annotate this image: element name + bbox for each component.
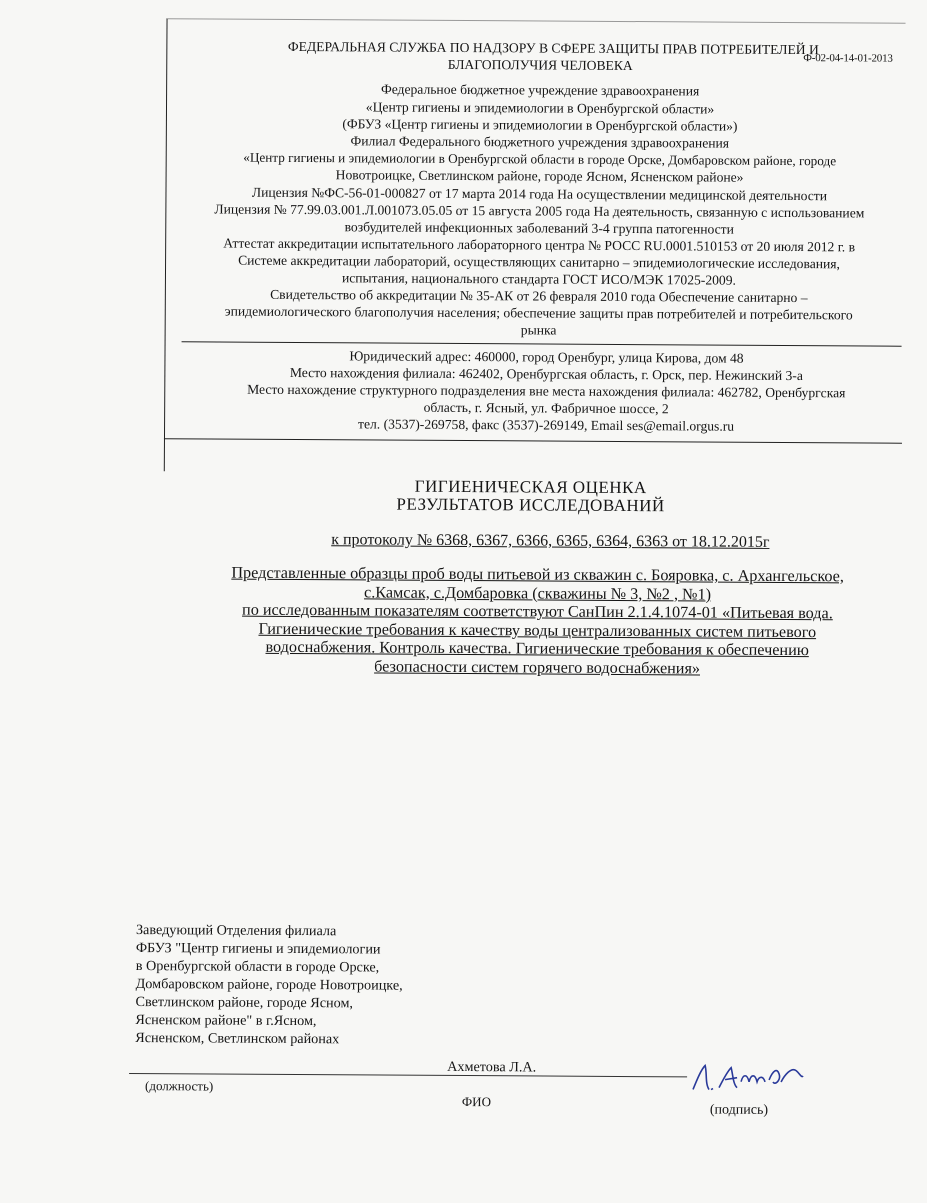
accreditation-line: Системе аккредитации лабораторий, осуществляющих санитарно – эпидемиологические исследования, [238,252,841,272]
fio-label: ФИО [461,1094,492,1110]
conclusion-line: Представленные образцы проб воды питьевой из скважин с. Бояровка, с. Архангельское, [231,563,844,586]
accreditation-line: испытания, национального стандарта ГОСТ ИСО/МЭК 17025-2009. [341,270,736,288]
accreditation-line: Аттестат аккредитации испытательного лабораторного центра № РОСС RU.0001.510153 от 20 июля 2012 г. в [223,235,856,255]
position-label: (должность) [144,1078,214,1094]
signer-line: Домбаровском районе, городе Новотроицке, [135,976,403,994]
license-line: возбудителей инфекционных заболеваний 3-4 группа патогенности [344,219,734,237]
certificate-line: Свидетельство об аккредитации № 35-АК от 26 февраля 2010 года Обеспечение санитарно – [270,286,808,306]
signer-line: Ясненском районе" в г.Ясном, [135,1012,317,1030]
conclusion-line: водоснабжения. Контроль качества. Гигиенические требования к обеспечению [265,638,809,660]
header-line: БЛАГОПОЛУЧИЯ ЧЕЛОВЕКА [447,56,633,74]
document-title [331,477,731,515]
protocol-reference: к протоколу № 6368, 6367, 6366, 6365, 6364, 6363 от 18.12.2015г [331,531,770,551]
address-line: Юридический адрес: 460000, город Оренбург, улица Кирова, дом 48 [349,348,744,366]
conclusion-line: безопасности систем горячего водоснабжения» [374,657,701,678]
signer-line: ФБУЗ "Центр гигиены и эпидемиологии [135,940,381,958]
title-line: РЕЗУЛЬТАТОВ ИССЛЕДОВАНИЙ [396,494,665,516]
header-line: (ФБУЗ «Центр гигиены и эпидемиологии в Оренбургской области») [342,116,738,134]
contact-line: тел. (3537)-269758, факс (3537)-269149, Email ses@email.orgus.ru [357,416,735,434]
header-line: Филиал Федерального бюджетного учреждения здравоохранения [350,133,730,151]
signer-name: Ахметова Л.А. [447,1058,537,1076]
signature-line [129,1073,687,1077]
signature-label: (подпись) [709,1102,769,1118]
license-line: Лицензия № 77.99.03.001.Л.001073.05.05 от 15 августа 2005 года На деятельность, связанную с использованием [214,201,865,221]
conclusion-line: с.Камсак, с.Домбаровка (скважины № 3, №2 , №1) [364,583,712,604]
conclusion-text [180,563,896,679]
address-line: Место нахождение структурного подразделения вне места нахождения филиала: 462782, Оренбургская [247,381,846,401]
signer-line: в Оренбургской области в городе Орске, [135,958,380,976]
certificate-line: эпидемиологического благополучия населения; обеспечение защиты прав потребителей и потребительского [224,303,853,323]
conclusion-line: по исследованным показателям соответствуют СанПин 2.1.4.1074-01 «Питьевая вода. [242,600,833,623]
license-line: Лицензия №ФС-56-01-000827 от 17 марта 2014 года На осуществлении медицинской деятельности [251,184,828,204]
signer-position [135,921,403,1049]
header-line: ФЕДЕРАЛЬНАЯ СЛУЖБА ПО НАДЗОРУ В СФЕРЕ ЗАЩИТЫ ПРАВ ПОТРЕБИТЕЛЕЙ И [287,38,819,58]
title-line: ГИГИЕНИЧЕСКАЯ ОЦЕНКА [414,476,647,498]
header-line: Новотроицке, Светлинском районе, городе Ясном, Ясненском районе» [335,167,744,185]
signer-line: Светлинском районе, городе Ясном, [135,994,354,1012]
signer-line: Заведующий Отделения филиала [135,922,337,940]
conclusion-line: Гигиенические требования к качеству воды централизованных систем питьевого [258,619,817,641]
address-line: область, г. Ясный, ул. Фабричное шоссе, 2 [423,399,669,417]
form-code: Ф-02-04-14-01-2013 [803,52,893,65]
header-line: Федеральное бюджетное учреждение здравоохранения [380,81,700,99]
header-line: «Центр гигиены и эпидемиологии в Оренбургской области в городе Орске, Домбаровском районе, городе [243,149,837,169]
certificate-line: рынка [520,322,557,338]
header-line: «Центр гигиены и эпидемиологии в Оренбургской области» [365,99,715,117]
address-line: Место нахождения филиала: 462402, Оренбургская область, г. Орск, пер. Нежинский 3-а [289,364,803,384]
signer-line: Ясненском, Светлинском районах [135,1030,340,1048]
handwritten-signature [689,1059,807,1098]
